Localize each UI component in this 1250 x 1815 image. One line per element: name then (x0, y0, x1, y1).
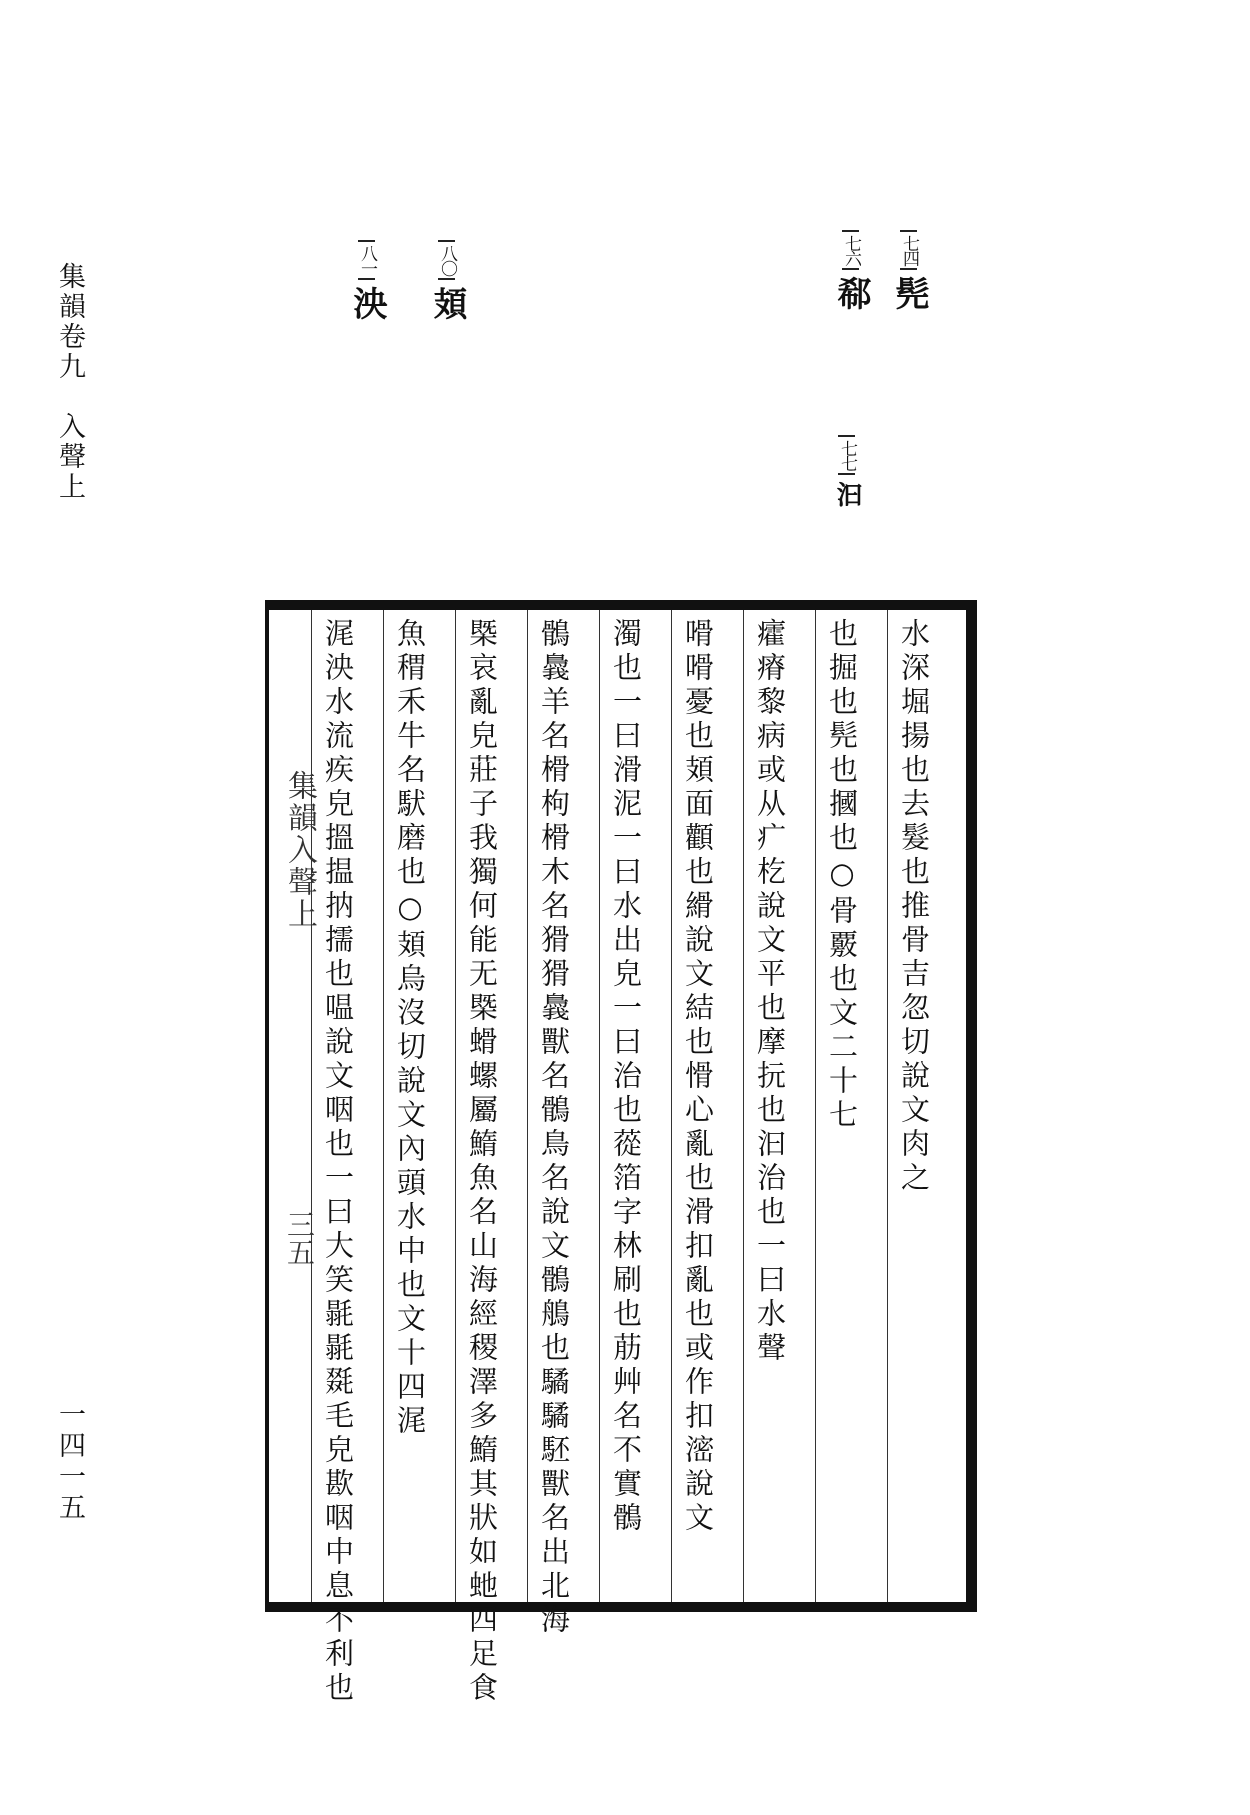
text-column: 也掘也髡也摑也○骨覈也文二十七 (825, 618, 859, 1133)
collation-note (427, 240, 467, 320)
collation-note (834, 435, 860, 507)
collation-note (889, 230, 929, 310)
text-column: 鶻䳗羊名榾枸榾木名猾猾䳗獸名鶻鳥名說文鶻鵃也驈驈駓獸名出北海 (537, 618, 571, 1638)
column-rule (815, 610, 816, 1602)
text-column: 槩哀亂皃莊子我獨何能无槩螖螺屬鰖魚名山海經稷澤多鰖其狀如虵四足食 (465, 618, 499, 1706)
text-column: 癨瘠黎病或从疒杚說文平也摩抏也汩治也一曰水聲 (753, 618, 787, 1366)
page-number: 一四一五 (54, 1400, 85, 1524)
note-number: 七七 (838, 435, 855, 475)
collation-note (831, 230, 871, 310)
note-char: 頍 (427, 286, 467, 320)
text-column: 嗗嗗憂也頍面顴也縎說文結也愲心亂也滑扣亂也或作扣滵說文 (681, 618, 715, 1536)
text-column: 浘泱水流疾皃搵揾抐擩也嗢說文咽也一曰大笑毾毾毲毛皃歁咽中息不利也 (321, 618, 355, 1706)
note-number: 七四 (900, 230, 917, 270)
column-rule (527, 610, 528, 1602)
column-rule (599, 610, 600, 1602)
column-rule (743, 610, 744, 1602)
note-number: 八一 (358, 240, 375, 280)
collation-note (347, 240, 387, 320)
note-char: 髡 (889, 276, 929, 310)
block-margin-title: 集韻入聲上 (282, 770, 317, 930)
note-number: 七六 (842, 230, 859, 270)
column-rule (887, 610, 888, 1602)
note-number: 八〇 (438, 240, 455, 280)
note-char: 郗 (831, 276, 871, 310)
woodblock-page-frame (265, 600, 977, 1706)
note-char: 汩 (832, 481, 862, 507)
note-char: 泱 (347, 286, 387, 320)
column-rule (383, 610, 384, 1602)
block-page-number: 三五 (283, 1210, 316, 1266)
text-column: 水深堀揚也去髮也推骨吉忽切說文肉之 (897, 618, 931, 1196)
running-header: 集韻卷九 入聲上 (54, 262, 85, 502)
column-rule (311, 610, 312, 1602)
column-rule (671, 610, 672, 1602)
column-rule (455, 610, 456, 1602)
text-column: 濁也一曰滑泥一曰水出皃一曰治也蓯箔字林刷也荕艸名不實鶻 (609, 618, 643, 1536)
text-column: 魚稩禾牛名䭾磨也○頍烏沒切說文內頭水中也文十四浘 (393, 618, 427, 1439)
